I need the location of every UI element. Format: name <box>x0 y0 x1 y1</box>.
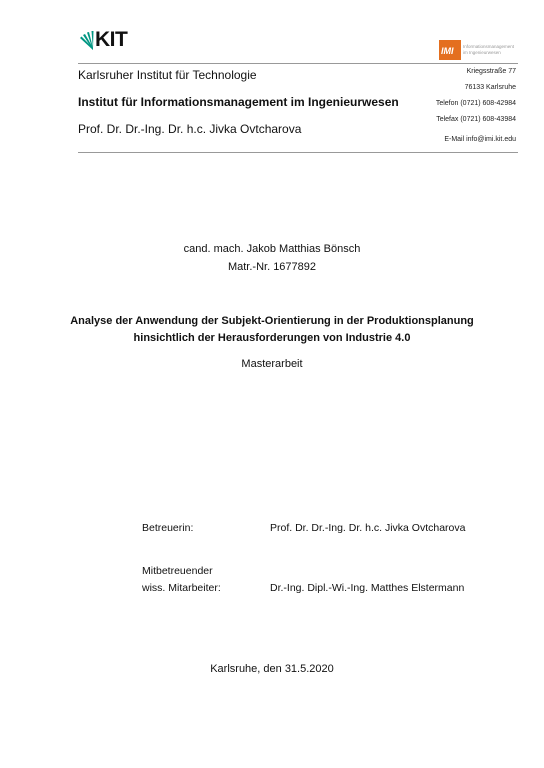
address-phone: Telefon (0721) 608-42984 <box>435 100 516 107</box>
address-fax: Telefax (0721) 608-43984 <box>436 116 516 123</box>
co-supervisor-label-line-1: Mitbetreuender <box>142 565 213 577</box>
address-city: 76133 Karlsruhe <box>464 84 516 91</box>
imi-logo-icon <box>439 40 461 60</box>
thesis-title-line-1: Analyse der Anwendung der Subjekt-Orientierung in der Produktionsplanung <box>70 315 474 327</box>
co-supervisor-label-line-2: wiss. Mitarbeiter: <box>142 582 221 594</box>
header-bottom-rule <box>78 152 518 153</box>
thesis-type: Masterarbeit <box>241 358 303 370</box>
institute-name: Institut für Informationsmanagement im Ingenieurwesen <box>78 95 399 109</box>
institution-name: Karlsruher Institut für Technologie <box>78 68 257 82</box>
header-top-rule <box>78 63 518 64</box>
author-name: cand. mach. Jakob Matthias Bönsch <box>183 243 361 255</box>
place-date: Karlsruhe, den 31.5.2020 <box>210 663 334 675</box>
imi-logo-subtitle: Informationsmanagement im Ingenieurwesen <box>463 44 515 55</box>
address-email: E-Mail info@imi.kit.edu <box>444 136 516 143</box>
address-street: Kriegsstraße 77 <box>466 68 516 75</box>
kit-logo-text: KIT <box>95 28 128 51</box>
supervisor-label: Betreuerin: <box>142 522 194 534</box>
imi-logo-text: IMI <box>441 46 454 56</box>
matriculation-number: Matr.-Nr. 1677892 <box>227 261 317 273</box>
supervisor-value: Prof. Dr. Dr.-Ing. Dr. h.c. Jivka Ovtcharova <box>270 522 466 534</box>
co-supervisor-value: Dr.-Ing. Dipl.-Wi.-Ing. Matthes Elstermann <box>270 582 465 594</box>
thesis-title-line-2: hinsichtlich der Herausforderungen von Industrie 4.0 <box>133 332 411 344</box>
professor-name: Prof. Dr. Dr.-Ing. Dr. h.c. Jivka Ovtcharova <box>78 122 302 136</box>
